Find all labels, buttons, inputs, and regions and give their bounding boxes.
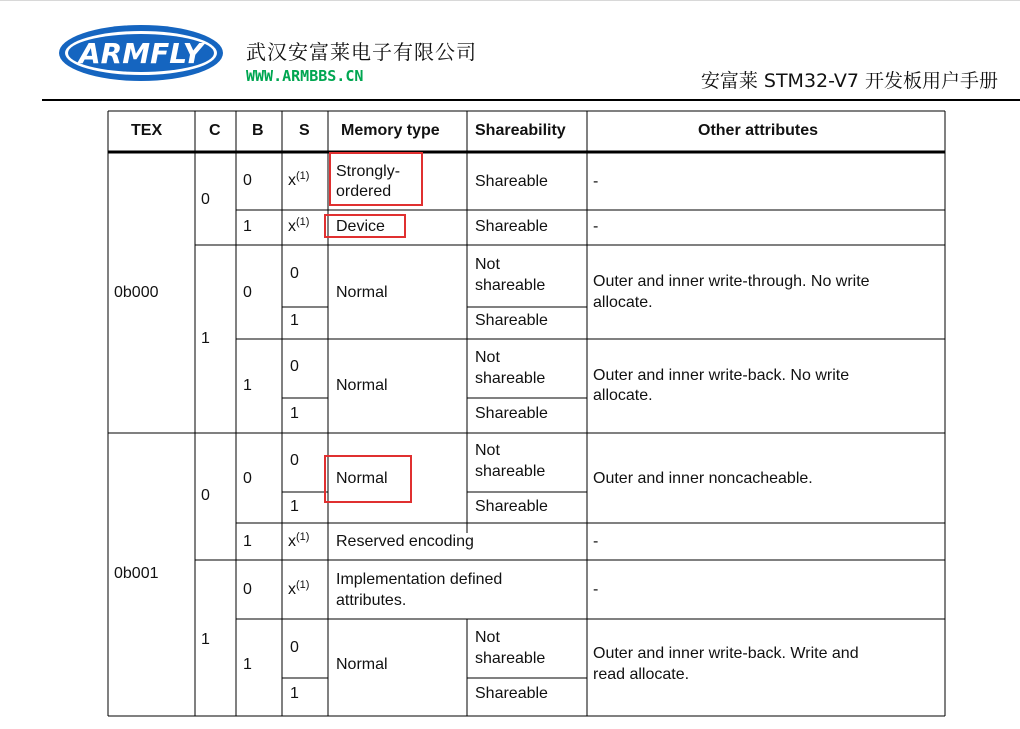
other-attributes-value: Outer and inner write-back. Write and [593,645,859,662]
memory-type-value: Device [336,218,385,235]
shareability-value: shareable [475,463,546,480]
highlight-strongly-ordered [329,152,423,206]
memory-type-value: Normal [336,656,388,673]
b-value: 0 [243,172,252,189]
col-header-c: C [209,122,221,139]
c-value: 1 [201,330,210,347]
b-value: 0 [243,284,252,301]
b-value: 0 [243,581,252,598]
c-value: 1 [201,631,210,648]
memory-type-value: Strongly- [336,163,401,180]
s-value: 0 [290,639,299,656]
tex-value: 0b001 [114,565,159,582]
b-value: 0 [243,470,252,487]
col-header-b: B [252,122,264,139]
s-value: $x^{(1)}$ [288,216,310,235]
shareability-value: Shareable [475,405,548,422]
shareability-value: shareable [475,277,546,294]
c-value: 0 [201,487,210,504]
shareability-value: shareable [475,370,546,387]
s-value: $x^{(1)}$ [288,531,310,550]
shareability-value: Shareable [475,312,548,329]
s-value: $x^{(1)}$ [288,170,310,189]
col-header-shareability: Shareability [475,122,566,139]
other-attributes-value: allocate. [593,387,653,404]
col-header-memory-type: Memory type [341,122,440,139]
s-value: 0 [290,358,299,375]
memory-type-value: Normal [336,470,388,487]
s-value: 1 [290,405,299,422]
highlight-device [324,214,406,238]
s-value: 1 [290,685,299,702]
highlight-normal [324,455,412,503]
shareability-value: Shareable [475,218,548,235]
other-attributes-value: read allocate. [593,666,690,683]
document-title: 安富莱 STM32-V7 开发板用户手册 [700,70,998,92]
shareability-value: shareable [475,650,546,667]
other-attributes-value: Outer and inner write-through. No write [593,273,870,290]
other-attributes-value: Outer and inner write-back. No write [593,367,850,384]
c-value: 0 [201,191,210,208]
col-header-tex: TEX [131,122,163,139]
memory-type-value: Normal [336,284,388,301]
s-value: 1 [290,498,299,515]
memory-type-value: Reserved encoding [336,533,474,550]
shareability-value: Not [475,442,500,459]
col-header-s: S [299,122,310,139]
b-value: 1 [243,377,252,394]
s-value: 1 [290,312,299,329]
memory-type-value: Implementation defined [336,571,503,588]
company-name: 武汉安富莱电子有限公司 [246,40,477,64]
memory-type-value: ordered [336,183,392,200]
other-attributes-value: allocate. [593,294,653,311]
website-link[interactable]: WWW.ARMBBS.CN [246,67,364,85]
tex-value: 0b000 [114,284,159,301]
col-header-other-attributes: Other attributes [698,122,819,139]
s-value: 0 [290,452,299,469]
other-attributes-value: - [593,173,599,190]
shareability-value: Not [475,349,500,366]
s-value: 0 [290,265,299,282]
svg-text:ARMFLY: ARMFLY [79,37,203,70]
other-attributes-value: - [593,581,599,598]
memory-type-value: attributes. [336,592,407,609]
shareability-value: Shareable [475,173,548,190]
b-value: 1 [243,218,252,235]
other-attributes-value: - [593,533,599,550]
b-value: 1 [243,656,252,673]
shareability-value: Not [475,629,500,646]
shareability-value: Shareable [475,685,548,702]
shareability-value: Shareable [475,498,548,515]
b-value: 1 [243,533,252,550]
other-attributes-value: Outer and inner noncacheable. [593,470,813,487]
other-attributes-value: - [593,218,599,235]
memory-type-value: Normal [336,377,388,394]
shareability-value: Not [475,256,500,273]
s-value: $x^{(1)}$ [288,579,310,598]
